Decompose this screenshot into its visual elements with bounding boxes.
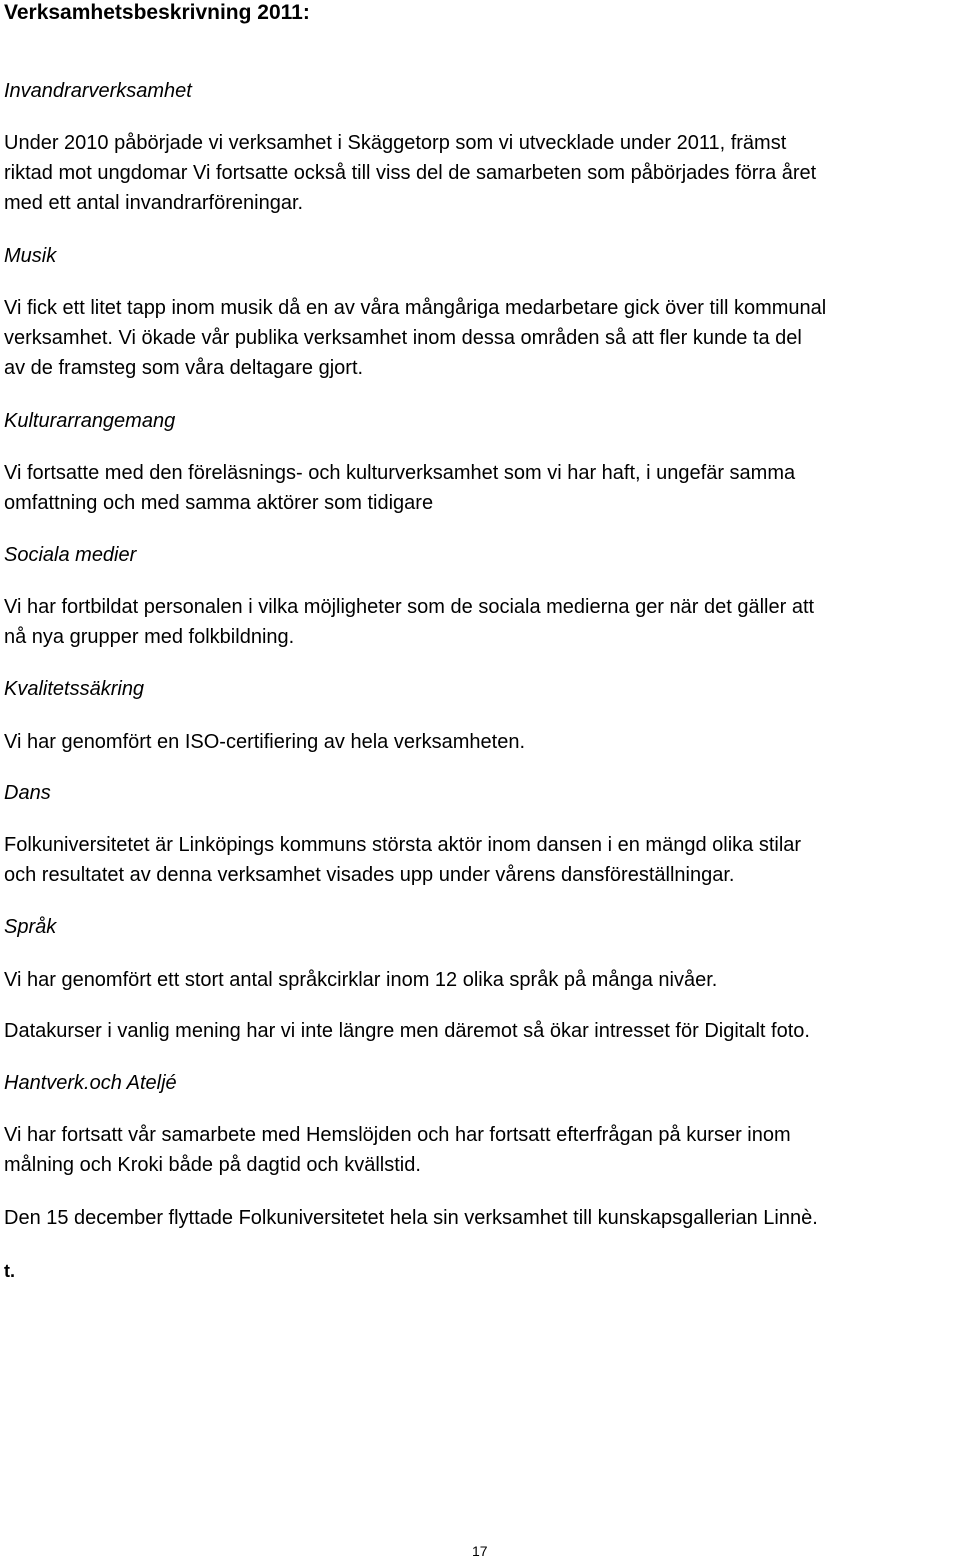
text-line: Datakurser i vanlig mening har vi inte längre men däremot så ökar intresset för Digitalt foto. (4, 1020, 810, 1042)
text-line: omfattning och med samma aktörer som tidigare (4, 492, 434, 514)
section-heading-hantverk-atelje: Hantverk.och Ateljé (4, 1072, 177, 1094)
paragraph-hantverk-1 (4, 1120, 791, 1180)
page-title: Verksamhetsbeskrivning 2011: (4, 1, 310, 24)
paragraph-hantverk-2 (4, 1203, 818, 1233)
text-line: av de framsteg som våra deltagare gjort. (4, 357, 364, 379)
text-line: Vi har genomfört ett stort antal språkcirklar inom 12 olika språk på många nivåer. (4, 969, 718, 991)
text-line: nå nya grupper med folkbildning. (4, 626, 295, 648)
text-line: riktad mot ungdomar Vi fortsatte också till viss del de samarbeten som påbörjades förra året (4, 162, 817, 184)
text-line: Folkuniversitetet är Linköpings kommuns största aktör inom dansen i en mängd olika stilar (4, 834, 802, 856)
text-line: verksamhet. Vi ökade vår publika verksamhet inom dessa områden så att fler kunde ta del (4, 327, 802, 349)
text-line: Vi har fortbildat personalen i vilka möjligheter som de sociala medierna ger när det gäller att (4, 596, 815, 618)
section-heading-dans: Dans (4, 782, 51, 804)
paragraph-kulturarrangemang (4, 458, 795, 518)
paragraph-invandrarverksamhet (4, 128, 816, 218)
section-heading-kvalitetssakring: Kvalitetssäkring (4, 678, 145, 700)
text-line: Den 15 december flyttade Folkuniversitetet hela sin verksamhet till kunskapsgallerian Linnè. (4, 1207, 818, 1229)
section-heading-sociala-medier: Sociala medier (4, 544, 137, 566)
paragraph-sprak-1 (4, 965, 717, 995)
stray-text: t. (4, 1261, 15, 1281)
text-line: och resultatet av denna verksamhet visades upp under vårens dansföreställningar. (4, 864, 735, 886)
text-line: Vi fick ett litet tapp inom musik då en av våra mångåriga medarbetare gick över till kommunal (4, 297, 827, 319)
paragraph-sprak-2 (4, 1016, 810, 1046)
paragraph-dans (4, 830, 801, 890)
paragraph-kvalitetssakring (4, 727, 525, 757)
text-line: Vi fortsatte med den föreläsnings- och kulturverksamhet som vi har haft, i ungefär samma (4, 462, 796, 484)
text-line: Under 2010 påbörjade vi verksamhet i Skäggetorp som vi utvecklade under 2011, främst (4, 132, 787, 154)
section-heading-sprak: Språk (4, 916, 57, 938)
paragraph-sociala-medier (4, 592, 814, 652)
text-line: Vi har fortsatt vår samarbete med Hemslöjden och har fortsatt efterfrågan på kurser inom (4, 1124, 791, 1146)
page-number: 17 (472, 1543, 488, 1559)
section-heading-musik: Musik (4, 245, 57, 267)
text-line: Vi har genomfört en ISO-certifiering av hela verksamheten. (4, 731, 525, 753)
paragraph-musik (4, 293, 826, 383)
text-line: målning och Kroki både på dagtid och kvällstid. (4, 1154, 421, 1176)
section-heading-invandrarverksamhet: Invandrarverksamhet (4, 80, 192, 102)
section-heading-kulturarrangemang: Kulturarrangemang (4, 410, 176, 432)
text-line: med ett antal invandrarföreningar. (4, 192, 304, 214)
